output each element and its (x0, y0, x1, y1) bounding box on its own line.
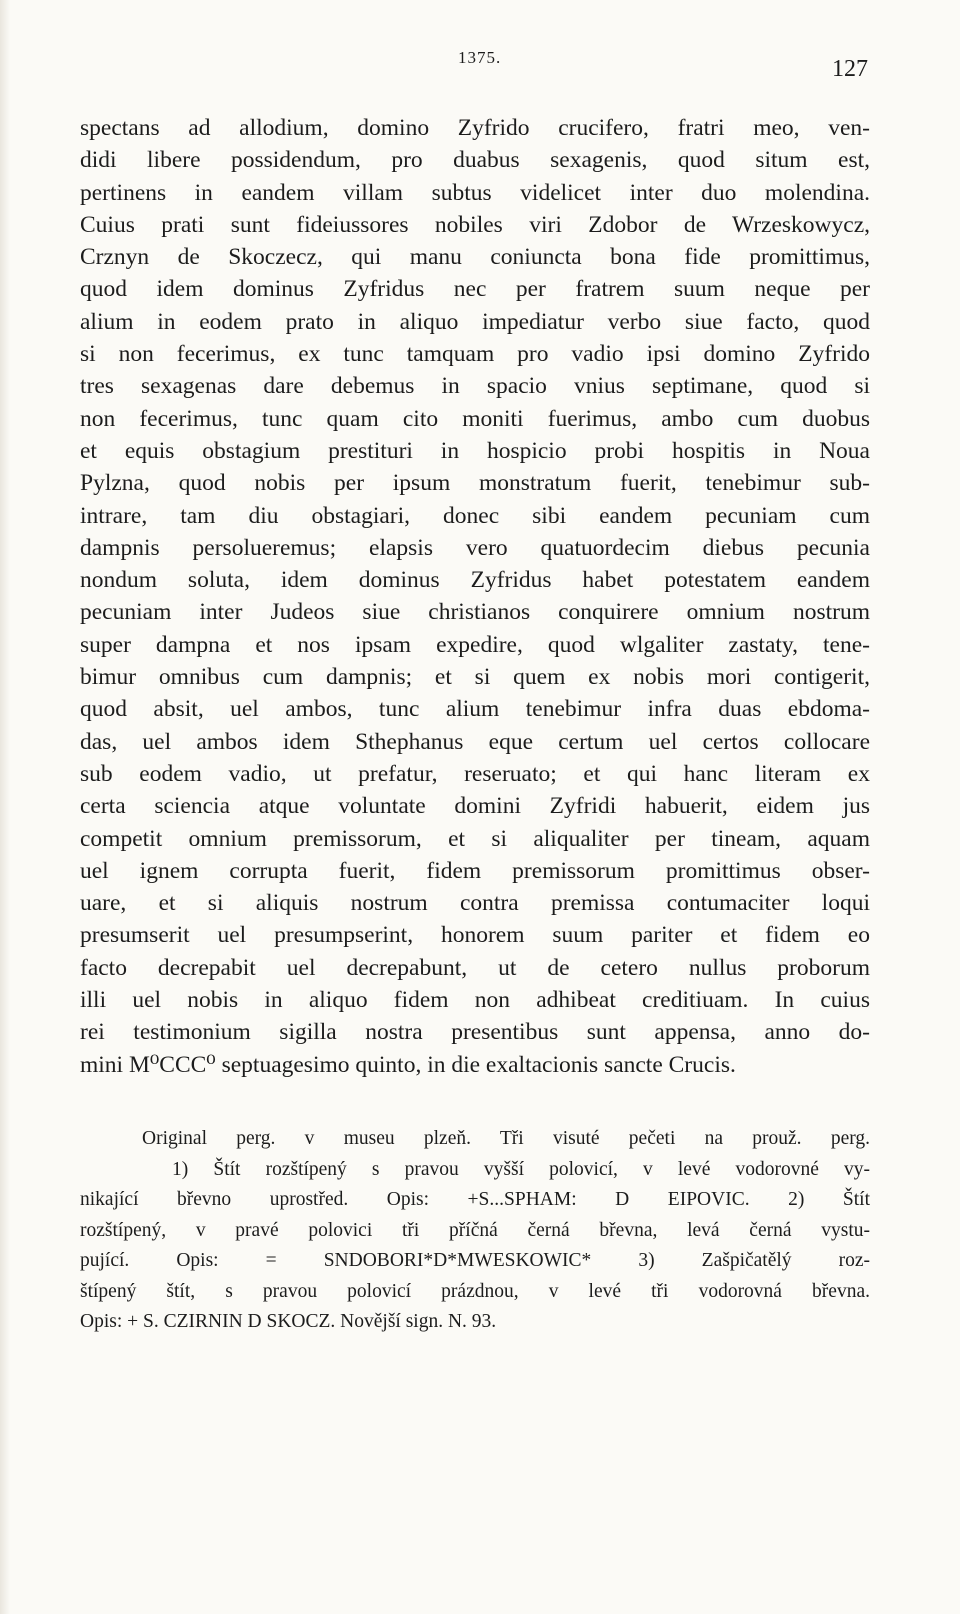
charter-line: dampnis persolueremus; elapsis vero quatuordecim diebus pecunia (80, 534, 870, 561)
charter-line: rei testimonium sigilla nostra presentibus sunt appensa, anno do- (80, 1019, 870, 1046)
charter-line: facto decrepabit uel decrepabunt, ut de cetero nullus proborum (80, 954, 870, 981)
note-line: štípený štít, s pravou polovicí prázdnou, v levé tři vodorovná břevna. (80, 1280, 870, 1302)
charter-line: quod idem dominus Zyfridus nec per fratrem suum neque per (80, 276, 870, 303)
charter-line: uare, et si aliquis nostrum contra premissa contumaciter loqui (80, 890, 870, 917)
charter-line: intrare, tam diu obstagiari, donec sibi eandem pecuniam cum (80, 502, 870, 529)
charter-line: sub eodem vadio, ut prefatur, reseruato; et qui hanc literam ex (80, 760, 870, 787)
charter-line: Cuius prati sunt fideiussores nobiles viri Zdobor de Wrzeskowycz, (80, 211, 870, 238)
charter-line: et equis obstagium prestituri in hospicio probi hospitis in Noua (80, 437, 870, 464)
charter-line: das, uel ambos idem Sthephanus eque certum uel certos collocare (80, 728, 870, 755)
page-number: 127 (832, 56, 868, 82)
charter-line: pertinens in eandem villam subtus videlicet inter duo molendina. (80, 179, 870, 206)
note-line: Original perg. v museu plzeň. Tři visuté pečeti na prouž. perg. (142, 1128, 870, 1149)
charter-line: illi uel nobis in aliquo fidem non adhibeat creditiuam. In cuius (80, 987, 870, 1014)
charter-line: pecuniam inter Judeos siue christianos conquirere omnium nostrum (80, 599, 870, 626)
charter-line: certa sciencia atque voluntate domini Zyfridi habuerit, eidem jus (80, 793, 870, 820)
charter-line: presumserit uel presumpserint, honorem suum pariter et fidem eo (80, 922, 870, 949)
charter-line: Crznyn de Skoczecz, qui manu coniuncta bona fide promittimus, (80, 244, 870, 271)
note-line: pující. Opis: = SNDOBORI*D*MWESKOWIC* 3) Zašpičatělý roz- (80, 1250, 870, 1271)
charter-line: competit omnium premissorum, et si aliqualiter per tineam, aquam (80, 825, 870, 852)
charter-line: spectans ad allodium, domino Zyfrido crucifero, fratri meo, ven- (80, 115, 870, 141)
charter-line: Pylzna, quod nobis per ipsum monstratum fuerit, tenebimur sub- (80, 470, 870, 497)
editorial-note (80, 1124, 870, 1338)
charter-line: alium in eodem prato in aliquo impediatur verbo siue facto, quod (80, 308, 870, 335)
charter-line: quod absit, uel ambos, tunc alium tenebimur infra duas ebdoma- (80, 696, 870, 723)
note-line: nikající břevno uprostřed. Opis: +S...SPHAM: D EIPOVIC. 2) Štít (80, 1189, 870, 1210)
charter-line: tres sexagenas dare debemus in spacio vnius septimane, quod si (80, 373, 870, 400)
charter-line: uel ignem corrupta fuerit, fidem premissorum promittimus obser- (80, 857, 870, 884)
running-header-year: 1375. (458, 48, 502, 67)
charter-line: si non fecerimus, ex tunc tamquam pro vadio ipsi domino Zyfrido (80, 341, 870, 368)
charter-text (80, 112, 870, 1081)
note-line: 1) Štít rozštípený s pravou vyšší polovicí, v levé vodorovné vy- (172, 1158, 870, 1180)
page-gutter-shadow (0, 0, 10, 1614)
charter-line: mini M⁰CCC⁰ septuagesimo quinto, in die exaltacionis sancte Crucis. (80, 1051, 736, 1078)
note-line: rozštípený, v pravé polovici tři příčná černá břevna, levá černá vystu- (80, 1219, 870, 1241)
charter-line: nondum soluta, idem dominus Zyfridus habet potestatem eandem (80, 567, 870, 594)
charter-line: non fecerimus, tunc quam cito moniti fuerimus, ambo cum duobus (80, 405, 870, 432)
note-line: Opis: + S. CZIRNIN D SKOCZ. Novější sign. N. 93. (80, 1311, 497, 1332)
charter-line: bimur omnibus cum dampnis; et si quem ex nobis mori contigerit, (80, 664, 870, 691)
charter-line: didi libere possidendum, pro duabus sexagenis, quod situm est, (80, 147, 870, 174)
running-header (0, 44, 960, 84)
charter-line: super dampna et nos ipsam expedire, quod wlgaliter zastaty, tene- (80, 631, 870, 658)
